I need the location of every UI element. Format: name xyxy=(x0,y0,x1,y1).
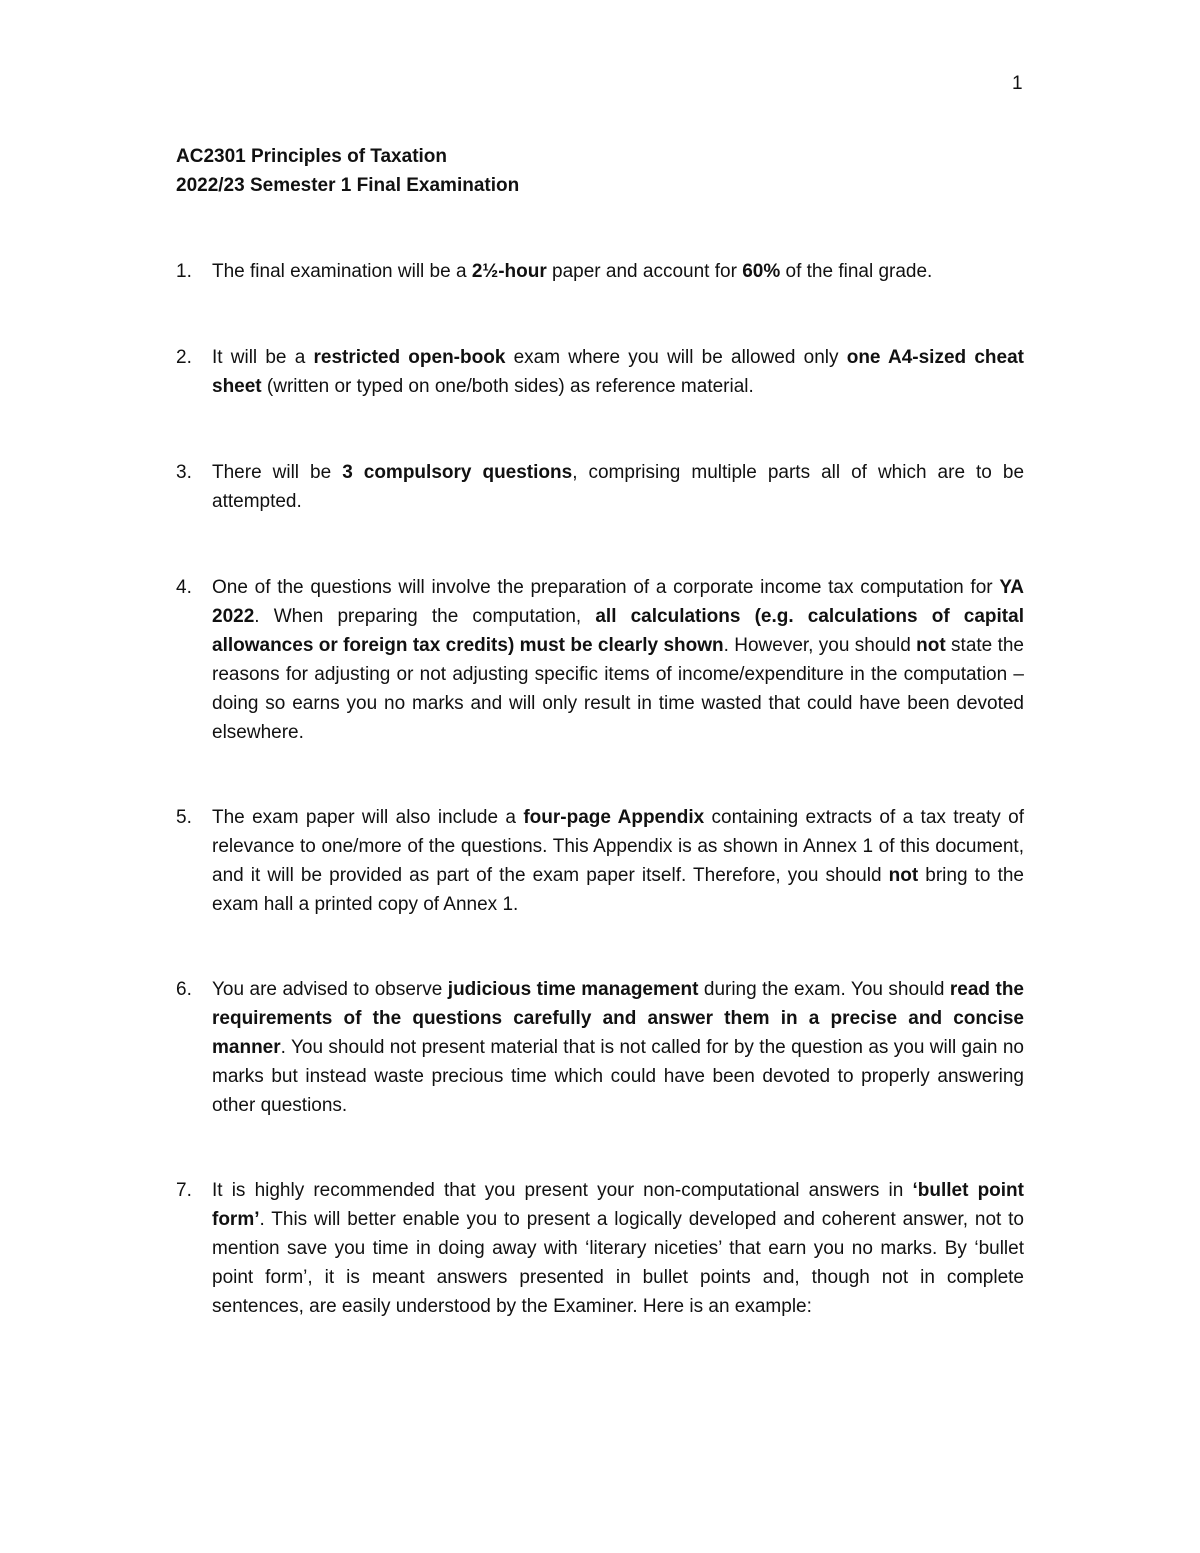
item-text xyxy=(212,803,1024,919)
instruction-item xyxy=(176,343,1024,401)
item-text-bold: four-page Appendix xyxy=(523,807,705,828)
item-text-bold: all calculations (e.g. calculations of capital allowances or foreign tax credits) must be clearly shown xyxy=(212,606,1024,656)
item-text-segment: . This will better enable you to present a logically developed and coherent answer, not to mention save you time in doing away with ‘literary niceties’ that earn you no marks. By ‘bullet point form’, it is meant answers presented in bullet points and, though not in complete sentences, are easily understood by the Examiner. Here is an example: xyxy=(212,1209,1024,1317)
course-title: AC2301 Principles of Taxation xyxy=(176,146,448,167)
item-text-segment: . However, you should xyxy=(723,635,917,656)
instruction-item xyxy=(176,257,1024,286)
item-text-segment: It is highly recommended that you present your non-computational answers in xyxy=(212,1180,913,1201)
item-text-segment: It will be a xyxy=(212,347,314,368)
item-text-bold: not xyxy=(888,865,919,886)
item-text-bold: 60% xyxy=(742,261,781,282)
item-number: 1. xyxy=(176,261,192,282)
item-text xyxy=(212,975,1024,1120)
item-text-segment: bring to the exam hall a printed copy of Annex 1. xyxy=(212,865,1025,915)
item-number: 6. xyxy=(176,979,192,1000)
item-text xyxy=(212,573,1024,747)
item-text-bold: 3 compulsory questions xyxy=(342,462,573,483)
item-text-segment: . When preparing the computation, xyxy=(254,606,596,627)
item-text-segment: There will be xyxy=(212,462,343,483)
item-text xyxy=(212,257,1024,286)
item-text-bold: 2½-hour xyxy=(471,261,547,282)
item-text xyxy=(212,1176,1024,1321)
item-number: 7. xyxy=(176,1180,192,1201)
item-text-bold: read the requirements of the questions carefully and answer them in a precise and concise manner xyxy=(212,979,1024,1058)
item-number: 2. xyxy=(176,347,192,368)
instruction-item xyxy=(176,573,1024,747)
item-text-bold: judicious time management xyxy=(447,979,699,1000)
item-text-segment: during the exam. You should xyxy=(698,979,950,1000)
item-text-segment: The final examination will be a xyxy=(212,261,472,282)
exam-title: 2022/23 Semester 1 Final Examination xyxy=(176,174,520,196)
item-text xyxy=(212,458,1024,516)
item-text-segment: . You should not present material that is not called for by the question as you will gain no marks but instead waste precious time which could have been devoted to properly answering other questions. xyxy=(212,1037,1024,1116)
item-text-bold: YA 2022 xyxy=(212,577,1024,627)
page-number: 1 xyxy=(1012,73,1023,94)
item-text xyxy=(212,343,1024,401)
item-text-segment: You are advised to observe xyxy=(212,979,448,1000)
item-text-segment: containing extracts of a tax treaty of relevance to one/more of the questions. This Appendix is as shown in Annex 1 of this document, and it will be provided as part of the exam paper itself. Therefore, you should xyxy=(212,807,1024,886)
item-text-segment: , comprising multiple parts all of which are to be attempted. xyxy=(212,462,1025,512)
item-text-segment: The exam paper will also include a xyxy=(212,807,524,828)
item-number: 4. xyxy=(176,577,192,598)
document-heading xyxy=(176,143,519,200)
instruction-item xyxy=(176,458,1024,516)
item-text-bold: restricted open-book xyxy=(313,347,506,368)
item-text-segment: One of the questions will involve the preparation of a corporate income tax computation for xyxy=(212,577,1000,598)
instruction-item xyxy=(176,1176,1024,1321)
item-text-segment: of the final grade. xyxy=(780,261,933,282)
instruction-item xyxy=(176,975,1024,1120)
item-text-bold: one A4-sized cheat sheet xyxy=(212,347,1024,397)
instruction-item xyxy=(176,803,1024,919)
item-text-segment: exam where you will be allowed only xyxy=(505,347,847,368)
item-text-segment: state the reasons for adjusting or not adjusting specific items of income/expenditure in the computation – doing so earns you no marks and will only result in time wasted that could have been devoted elsewhere. xyxy=(212,635,1024,743)
item-text-segment: (written or typed on one/both sides) as reference material. xyxy=(261,376,754,397)
item-text-segment: paper and account for xyxy=(546,261,743,282)
item-text-bold: ‘bullet point form’ xyxy=(212,1180,1024,1230)
item-number: 5. xyxy=(176,807,192,828)
item-text-bold: not xyxy=(916,635,946,656)
item-number: 3. xyxy=(176,462,192,483)
